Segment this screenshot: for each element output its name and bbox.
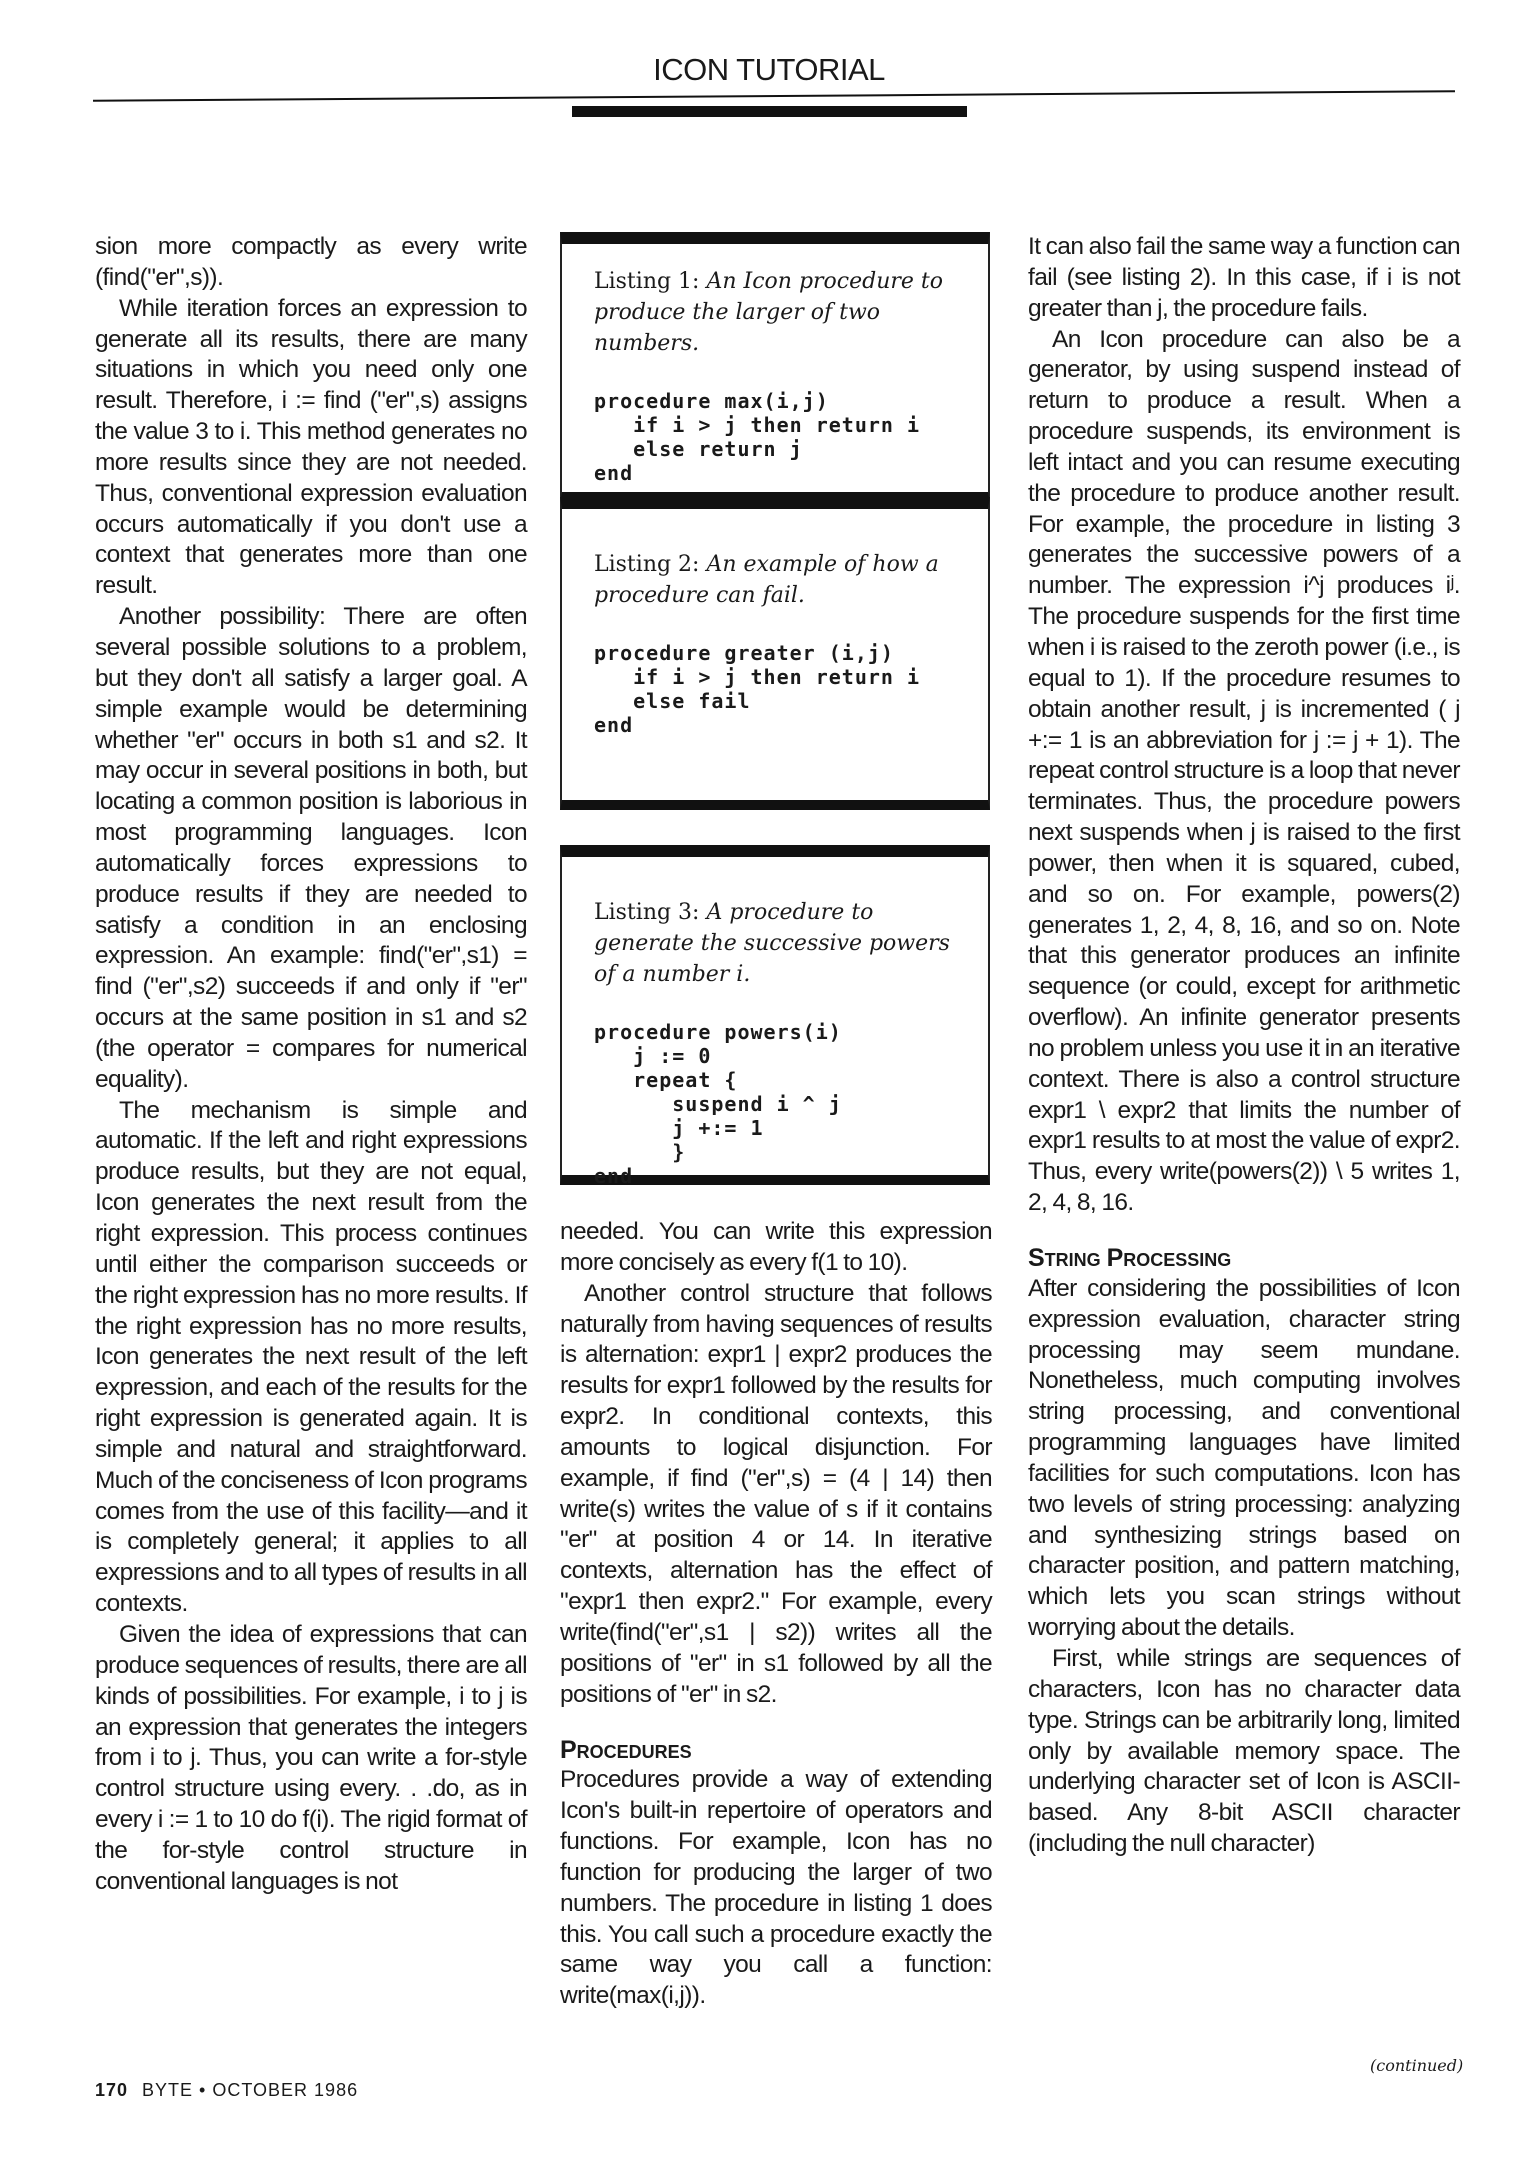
paragraph: Procedures provide a way of extending Icon's built-in repertoire of operators and functions. For example, Icon has no function for producing the larger of two numbers. The procedure in listing 1 does this. You call such a procedure exactly the same way you call a function: write(max(i,j)). [560, 1766, 992, 2010]
paragraph: sion more compactly as every write (find("er",s)). [95, 233, 527, 291]
running-header: ICON TUTORIAL [653, 52, 885, 87]
page-number: 170 [95, 2080, 129, 2100]
paragraph: An Icon procedure can also be a generator, by using suspend instead of return to produce a result. When a procedure suspends, its environment is left intact and you can resume executing the procedure to produce another result. For example, the procedure in listing 3 generates the successive powers of a number. The expression i^j produces iʲ. The procedure suspends for the first time when i is raised to the zeroth power (i.e., is equal to 1). If the procedure resumes to obtain another result, j is incremented ( j +:= 1 is an abbreviation for j := j + 1). The repeat control structure is a loop that never terminates. Thus, the procedure powers next suspends when j is raised to the first power, then when it is squared, cubed, and so on. For example, powers(2) generates 1, 2, 4, 8, 16, and so on. Note that this generator produces an infinite sequence (or could, except for arithmetic overflow). An infinite generator presents no problem unless you use it in an iterative context. There is also a control structure expr1 \ expr2 that limits the number of expr1 results to at most the value of expr2. Thus, every write(powers(2)) \ 5 writes 1, 2, 4, 8, 16. [1028, 325, 1460, 1217]
listing-label: Listing 3: [594, 900, 700, 925]
paragraph: Another possibility: There are often several possible solutions to a problem, but they don't all satisfy a larger goal. A simple example would be determining whether "er" occurs in both s1 and s2. It may occur in several positions in both, but locating a common position is laborious in most programming languages. Icon automatically forces expressions to produce results if they are needed to satisfy a condition in an enclosing expression. An example: find("er",s1) = find ("er",s2) succeeds if and only if "er" occurs at the same position in s1 and s2 (the operator = compares for numerical equality). [95, 603, 527, 1093]
paragraph: First, while strings are sequences of characters, Icon has no character data type. Strings can be arbitrarily long, limited only by available memory space. The underlying character set of Icon is ASCII-based. Any 8-bit ASCII character (including the null character) [1028, 1644, 1460, 1858]
header-bar [572, 106, 967, 117]
listing-label: Listing 1: [594, 269, 700, 294]
column-1 [95, 232, 527, 1898]
header-rule [93, 90, 1455, 102]
paragraph: It can also fail the same way a function can fail (see listing 2). In this case, if i is not greater than j, the procedure fails. [1028, 233, 1460, 322]
listing-label: Listing 2: [594, 552, 700, 577]
paragraph: needed. You can write this expression more concisely as every f(1 to 10). [560, 1218, 992, 1276]
listing-caption: A procedure to generate the successive powers of a number i. [594, 900, 950, 987]
column-3 [1028, 232, 1460, 1860]
column-2 [560, 1217, 992, 2012]
listing-code: procedure powers(i) j := 0 repeat { suspend i ^ j j +:= 1 } end [594, 1020, 842, 1188]
listing-3 [560, 845, 990, 1188]
paragraph: Given the idea of expressions that can produce sequences of results, there are all kinds of possibilities. For example, i to j is an expression that generates the integers from i to j. Thus, you can write a for-style control structure using every. . .do, as in every i := 1 to 10 do f(i). The rigid format of the for-style control structure in conventional languages is not [95, 1620, 527, 1895]
listing-caption: An Icon procedure to produce the larger of two numbers. [594, 269, 943, 356]
continued-note: (continued) [1370, 2056, 1464, 2075]
listing-code: procedure max(i,j) if i > j then return i else return j end [594, 389, 921, 485]
paragraph: After considering the possibilities of Icon expression evaluation, character string processing may seem mundane. Nonetheless, much computing involves string processing, and conventional programming languages have limited facilities for such computations. Icon has two levels of string processing: analyzing and synthesizing strings based on character position, and pattern matching, which lets you scan strings without worrying about the details. [1028, 1274, 1460, 1642]
listing-1 [560, 232, 990, 502]
listing-2 [560, 497, 990, 810]
paragraph: The mechanism is simple and automatic. If the left and right expressions produce results, but they are not equal, Icon generates the next result from the right expression. This process continues until either the comparison succeeds or the right expression has no more results. If the right expression has no more results, Icon generates the next result of the left expression, and each of the results for the right expression is generated again. It is simple and natural and straightforward. Much of the conciseness of Icon programs comes from the use of this facility—and it is completely general; it applies to all expressions and to all types of results in all contexts. [95, 1096, 527, 1618]
magazine-issue: BYTE • OCTOBER 1986 [142, 2080, 359, 2100]
section-heading-procedures: Procedures [560, 1735, 692, 1764]
paragraph: Another control structure that follows naturally from having sequences of results is alternation: expr1 | expr2 produces the results for expr1 followed by the results for expr2. In conditional contexts, this amounts to logical disjunction. For example, if find ("er",s) = (4 | 14) then write(s) writes the value of s if it contains "er" at position 4 or 14. In iterative contexts, alternation has the effect of "expr1 then expr2." For example, every write(find("er",s1 | s2)) writes all the positions of "er" in s1 followed by all the positions of "er" in s2. [560, 1279, 992, 1708]
paragraph: While iteration forces an expression to generate all its results, there are many situations in which you need only one result. Therefore, i := find ("er",s) assigns the value 3 to i. This method generates no more results since they are not needed. Thus, conventional expression evaluation occurs automatically if you don't use a context that generates more than one result. [95, 294, 527, 600]
listing-code: procedure greater (i,j) if i > j then return i else fail end [594, 641, 921, 737]
listing-caption: An example of how a procedure can fail. [594, 552, 939, 608]
page-footer [95, 2080, 358, 2101]
section-heading-string-processing: String Processing [1028, 1244, 1232, 1272]
